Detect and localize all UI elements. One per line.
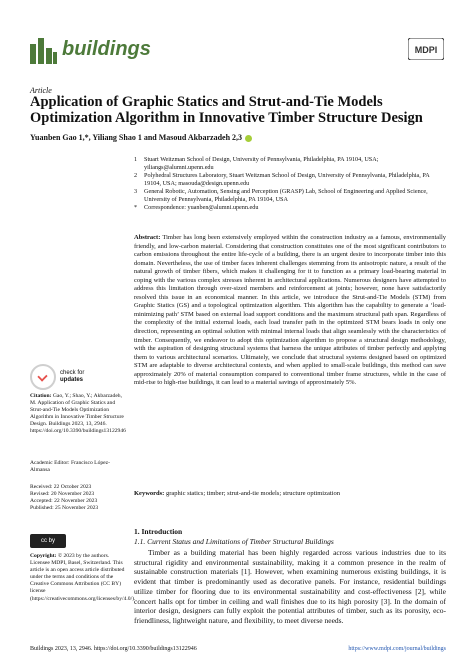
check-line2: updates	[60, 377, 84, 383]
keywords-label: Keywords:	[134, 490, 165, 497]
academic-editor: Academic Editor: Francisco López-Almansa	[30, 460, 110, 474]
footer-citation: Buildings 2023, 13, 2946. https://doi.org/10.3390/buildings13122946	[30, 646, 197, 652]
affiliation-text: Stuart Weitzman School of Design, University of Pennsylvania, Philadelphia, PA 19104, USA; yiliangs@alumni.upenn.edu	[144, 156, 379, 171]
affiliation-item	[134, 204, 444, 212]
revised-date: Revised: 20 November 2023	[30, 491, 95, 498]
keywords	[134, 490, 446, 499]
affiliation-number: 3	[134, 188, 138, 195]
footer-journal-link[interactable]: https://www.mdpi.com/journal/buildings	[348, 646, 446, 652]
page-footer	[30, 646, 446, 652]
check-updates-icon	[30, 364, 56, 390]
citation-text: Gao, Y.; Shao, Y.; Akbarzadeh, M. Application of Graphic Statics and Strut-and-Tie Models Optimization Algorithm in Innovative Timber Structure Design. Buildings 2023, 13, 2946. https://doi.org/10.3390/buildings13122946	[30, 393, 126, 435]
author-list: Yuanben Gao 1,*, Yiliang Shao 1 and Masoud Akbarzadeh 2,3	[30, 133, 243, 142]
affiliation-text: Correspondence: yuanben@alumni.upenn.edu	[144, 204, 259, 211]
received-date: Received: 22 October 2023	[30, 484, 92, 490]
authors	[30, 133, 252, 142]
journal-name: buildings	[62, 38, 151, 60]
abstract	[134, 234, 446, 388]
copyright-text: © 2023 by the authors. Licensee MDPI, Basel, Switzerland. This article is an open access article distributed under the terms and conditions of the Creative Commons Attribution (CC BY) license (https://creativecommons.org/licenses/by/4.0/).	[30, 553, 136, 602]
copyright-block	[30, 553, 136, 603]
affiliation-number: 2	[134, 172, 138, 179]
subsection-heading: 1.1. Current Status and Limitations of Timber Structural Buildings	[134, 537, 334, 546]
article-type: Article	[30, 86, 52, 95]
affiliation-item	[134, 172, 444, 188]
orcid-icon[interactable]	[245, 135, 252, 142]
cc-license-icon[interactable]: cc by	[30, 534, 66, 548]
published-date: Published: 25 November 2023	[30, 505, 99, 512]
affiliation-item	[134, 156, 444, 172]
check-line1: check for	[60, 370, 85, 376]
abstract-label: Abstract:	[134, 234, 161, 241]
intro-paragraph: Timber as a building material has been highly regarded across various industries due to its structural rigidity and environmental sustainability, making it a common presence in the realm of sustainable construction materials [1]. However, when examining numerous existing buildings, it is evident that timber is predominantly used as decorative panels. For instance, residential buildings utilize timber for flooring due to its environmental sustainability and cost-effectiveness [2], while concert halls opt for timber in ceiling and wall finishes due to its high porosity [3]. In the domain of interior design, designers can fully exploit the potential attributes of timber, such as its porosity, eco-friendliness, lightweight nature, and flexibility, to meet diverse needs.	[134, 548, 446, 625]
svg-text:MDPI: MDPI	[414, 45, 438, 55]
affiliation-text: Polyhedral Structures Laboratory, Stuart Weitzman School of Design, University of Pennsylvania, Philadelphia, PA 19104, USA; masouda@design.upenn.edu	[144, 172, 430, 187]
keywords-text: graphic statics; timber; strut-and-tie models; structure optimization	[165, 490, 340, 497]
journal-logo-icon	[30, 38, 58, 64]
citation-block	[30, 393, 126, 436]
affiliation-number: 1	[134, 156, 138, 163]
dates	[30, 484, 126, 512]
affiliation-number: *	[134, 204, 138, 211]
check-for-updates-badge[interactable]	[30, 364, 84, 390]
affiliation-item	[134, 188, 444, 204]
citation-label: Citation:	[30, 393, 52, 399]
mdpi-logo-icon[interactable]	[408, 38, 444, 60]
abstract-text: Timber has long been extensively employed within the construction industry as a famous, environmentally friendly, and low-carbon material. Considering that construction constitutes one of the most significant contributors to carbon emissions throughout the entire life-cycle of a building, there is an urgent desire to incorporate timber into this domain. Nevertheless, the use of timber faces inherent challenges stemming from its anisotropic nature, a result of the natural growth of timber fibers, which makes it challenging for it to function as a primary load-bearing material in coping with the various complex stresses inherent in architectural applications. Numerous designers have attempted to address this limitation through over-sized members and reinforcement at joints; however, none have satisfactorily resolved this issue in an economical manner. In this article, we introduce the Strut-and-Tie Models (STM) from Graphic Statics (GS) and a topological optimization algorithm. This algorithm has the capability to generate a ‘load-minimizing path’ STM based on external load support conditions and the maximum structural path span. Regardless of the complexity of the initial external loads, each load transfer path in the optimized STM bears loads in only one direction, representing an optimal solution with minimal internal loads that align seamlessly with the characteristics of timber. Consequently, we endeavor to adopt this optimization algorithm to propose a structural design methodology, with the aspiration of designing structural systems that harness the unique attributes of timber perfectly and applying them to various architectural scenarios. Ultimately, we conclude that structural systems designed based on optimized STM are adaptable to diverse architectural contexts, and when applied to small-scale buildings, this method can save approximately 20% of material consumption compared to conventional timber frame structures, while in the case of mid-rise to high-rise buildings, it can lead to a material savings of approximately 5%.	[134, 234, 447, 387]
copyright-label: Copyright:	[30, 553, 57, 559]
section-heading: 1. Introduction	[134, 527, 183, 536]
paper-title: Application of Graphic Statics and Strut-and-Tie Models Optimization Algorithm in Innovative Timber Structure Design	[30, 94, 423, 126]
affiliation-text: General Robotic, Automation, Sensing and Perception (GRASP) Lab, School of Engineering and Applied Science, University of Pennsylvania, Philadelphia, PA 19104, USA	[144, 188, 428, 203]
accepted-date: Accepted: 22 November 2023	[30, 498, 98, 505]
affiliations	[134, 156, 444, 212]
